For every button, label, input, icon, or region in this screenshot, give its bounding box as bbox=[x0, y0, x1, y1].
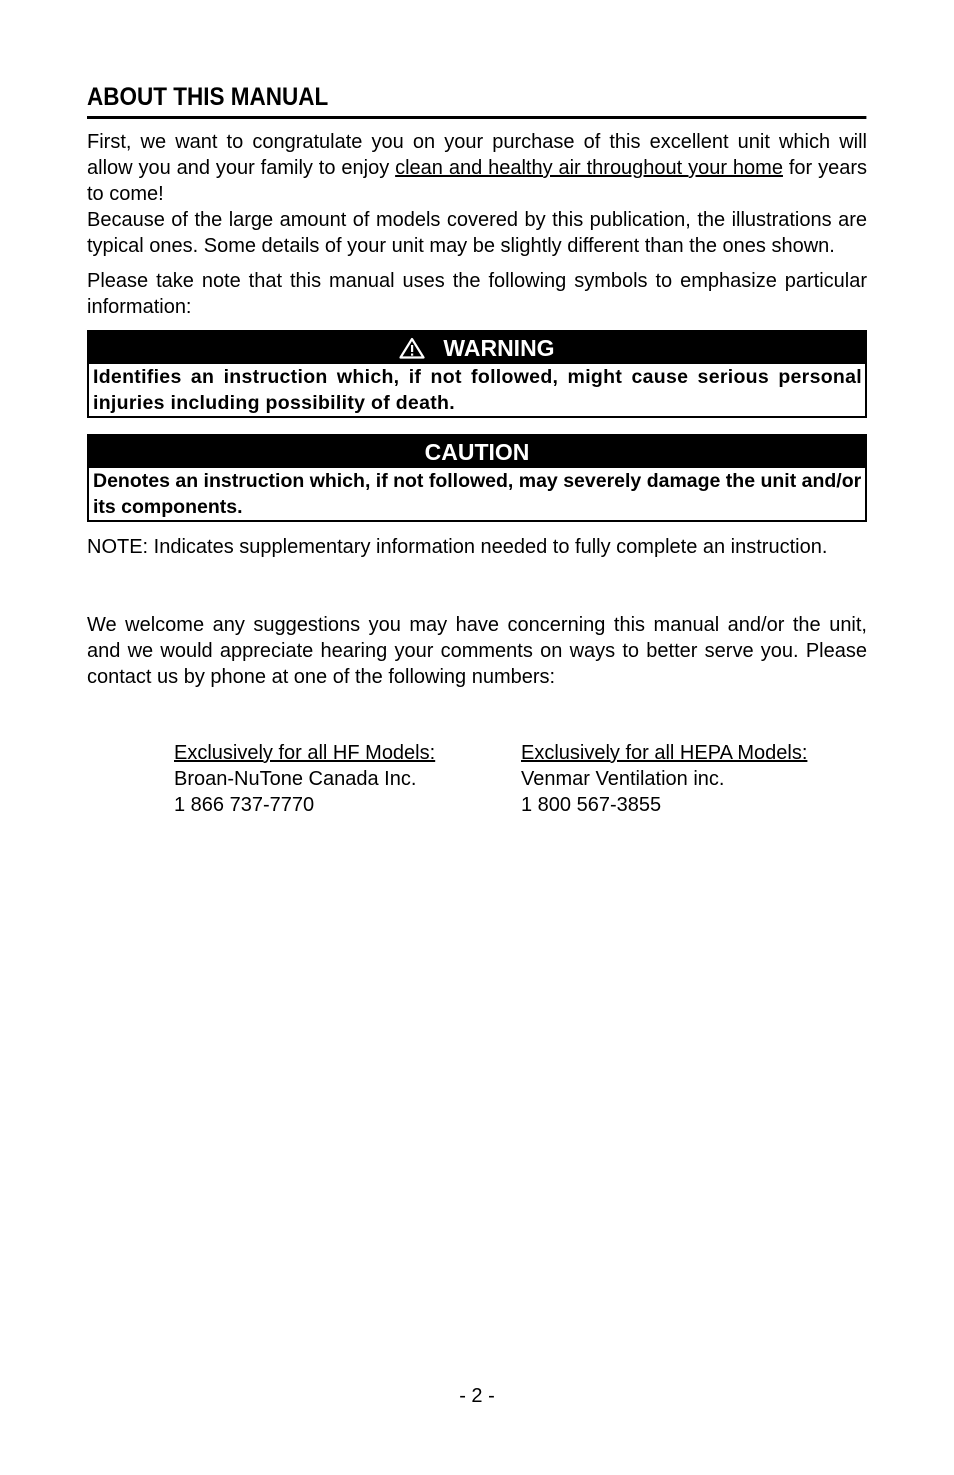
contact-heading: Exclusively for all HEPA Models: bbox=[521, 742, 808, 764]
section-title: ABOUT THIS MANUAL bbox=[87, 80, 866, 119]
warning-box bbox=[87, 330, 867, 418]
contact-heading: Exclusively for all HF Models: bbox=[174, 742, 436, 764]
caution-box bbox=[87, 434, 867, 522]
contact-hepa bbox=[521, 740, 807, 818]
contact-company: Venmar Ventilation inc. bbox=[521, 768, 725, 790]
warning-text: Identifies an instruction which, if not followed, might cause serious personal injuries including possibility of death. bbox=[93, 366, 862, 414]
contact-phone: 1 866 737-7770 bbox=[174, 794, 315, 816]
warning-triangle-icon bbox=[399, 335, 425, 367]
contact-phone: 1 800 567-3855 bbox=[521, 794, 662, 816]
intro-text-end: for years to come! bbox=[87, 157, 868, 205]
caution-text: Denotes an instruction which, if not followed, may severely damage the unit and/or its components. bbox=[93, 470, 862, 518]
contact-hf bbox=[174, 740, 435, 818]
intro-paragraph-2: Because of the large amount of models covered by this publication, the illustrations are typical ones. Some details of your unit may be slightly different than the ones shown. bbox=[87, 209, 867, 257]
feedback-paragraph: We welcome any suggestions you may have concerning this manual and/or the unit, and we would appreciate hearing your comments on ways to better serve you. Please contact us by phone at one of the following numbers: bbox=[87, 614, 867, 688]
intro-text-start: First, we want to congratulate you on your purchase of this excellent unit which will allow you and your family to enjoy bbox=[87, 131, 867, 179]
caution-header: CAUTION bbox=[89, 436, 865, 468]
intro-underlined-phrase: clean and healthy air throughout your home bbox=[395, 157, 783, 179]
page-number: - 2 - bbox=[459, 1385, 495, 1407]
intro-paragraph-1 bbox=[87, 129, 867, 207]
manual-page bbox=[87, 80, 867, 690]
warning-label: WARNING bbox=[443, 335, 555, 361]
contact-company: Broan-NuTone Canada Inc. bbox=[174, 768, 417, 790]
intro-paragraph-3: Please take note that this manual uses the following symbols to emphasize particular information: bbox=[87, 270, 867, 318]
note-text: NOTE: Indicates supplementary information needed to fully complete an instruction. bbox=[87, 536, 828, 558]
warning-header bbox=[89, 332, 865, 364]
